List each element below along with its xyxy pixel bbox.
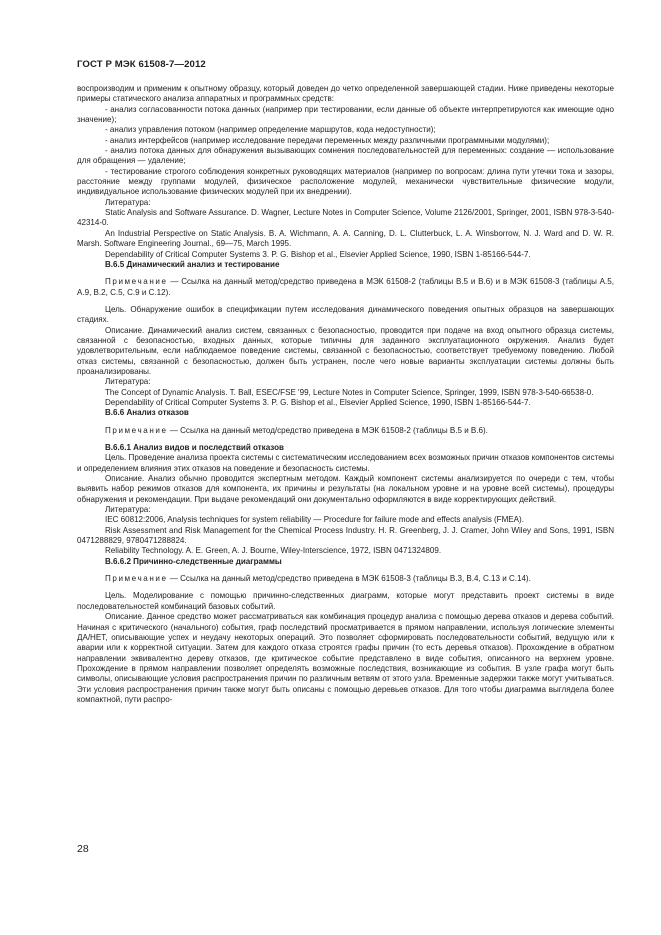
- list-item: - тестирование строгого соблюдения конкретных руководящих материалов (например по вопросам: длина пути утечки тока и зазоры, расстояние между группами модулей, физическое расположение модулей, механически чувствительные физические модули, индивидуальное использование физических модулей при их внедрении).: [77, 166, 614, 197]
- references-label: Литература:: [105, 505, 151, 515]
- list-item: - анализ потока данных для обнаружения вызывающих сомнения последовательностей для переменных: создание — использование для обращения — удаление;: [77, 146, 614, 166]
- references-label: Литература:: [105, 377, 151, 387]
- note-label: Примечание: [105, 425, 168, 435]
- reference: Dependability of Critical Computer Systems 3. P. G. Bishop et al., Elsevier Applied Science, 1990, ISBN 1-85166-544-7.: [105, 397, 531, 407]
- paragraph: Цель. Проведение анализа проекта системы с систематическим исследованием всех возможных причин отказов компонентов системы и определением влияния этих отказов на поведение и безопасность системы.: [77, 453, 614, 473]
- paragraph: Цель. Моделирование с помощью причинно-следственных диаграмм, которые могут представить проект системы в виде последовательностей комбинаций базовых событий.: [77, 591, 614, 611]
- section-heading: В.6.5 Динамический анализ и тестирование: [105, 259, 280, 269]
- reference: The Concept of Dynamic Analysis. T. Ball, ESEC/FSE '99, Lecture Notes in Computer Science, Springer, 1999, ISBN 978-3-540-66538-0.: [105, 387, 594, 397]
- paragraph: Описание. Динамический анализ систем, связанных с безопасностью, проводится при подаче на вход опытного образца системы, связанной с безопасностью, входных данных, которые типичны для заданного эксплуатационного окружения. Анализ будет удовлетворительным, если наблюдаемое поведение системы, связанной с безопасностью, соответствует требуемому поведению. Любой отказ системы, связанной с безопасностью, должен быть устранен, после чего новые варианты эксплуатации системы должны быть проанализированы.: [77, 325, 614, 376]
- note: [77, 426, 614, 436]
- note-label: Примечание: [105, 574, 168, 584]
- section-heading: В.6.6.1 Анализ видов и последствий отказов: [105, 443, 284, 452]
- note-text: Ссылка на данный метод/средство приведена в МЭК 61508-2 (таблицы В.5 и В.6).: [180, 425, 488, 435]
- note: [77, 277, 614, 298]
- reference: Static Analysis and Software Assurance. D. Wagner, Lecture Notes in Computer Science, Volume 2126/2001, Springer, 2001, ISBN 978-3-540-42314-0.: [77, 208, 614, 228]
- document-body: [77, 84, 614, 705]
- note-label: Примечание: [105, 277, 168, 287]
- paragraph: Описание. Данное средство может рассматриваться как комбинация процедур анализа с помощью дерева отказов и дерева событий. Начиная с критического (начального) события, граф последствий просматривается в прямом направлении, используя логические элементы ДА/НЕТ, описывающие успех и неудачу некоторых операций. Это позволяет сформировать последовательности событий, ведущую или к аварии или к корректной ситуации. Затем для каждого отказа строятся графы причин (то есть деревья отказов). Прохождение в обратном направлении эквивалентно дереву отказов, где критическое событие представлено в виде события, описанного на верхнем уровне. Прохождение в прямом направлении позволяет определять возможные последствия, возникающие из события. В узле графа могут быть символы, описывающие условия распространения причин по различным ветвям от этого узла. Временные задержки также могут учитываться. Эти условия распространения причин также могут быть описаны с помощью деревьев отказов. Для того чтобы диаграмма выглядела более компактной, пути распро-: [77, 612, 614, 704]
- note-dash: —: [170, 277, 182, 287]
- reference: Dependability of Critical Computer Systems 3. P. G. Bishop et al., Elsevier Applied Science, 1990, ISBN 1-85166-544-7.: [105, 249, 531, 259]
- references-label: Литература:: [105, 197, 151, 207]
- paragraph: Цель. Обнаружение ошибок в спецификации путем исследования динамического поведения опытных образцов на завершающих стадиях.: [77, 304, 614, 325]
- document-header: ГОСТ Р МЭК 61508-7—2012: [77, 59, 206, 70]
- reference: IEC 60812:2006, Analysis techniques for system reliability — Procedure for failure mode and effects analysis (FMEA).: [105, 515, 524, 525]
- paragraph: воспроизводим и применим к опытному образцу, который доведен до четко определенной завершающей стадии. Ниже приведены некоторые примеры статического анализа аппаратных и программных средств:: [77, 84, 614, 104]
- paragraph: Описание. Анализ обычно проводится экспертным методом. Каждый компонент системы анализируется по очереди с тем, чтобы выявить набор режимов отказов для компонента, их причины и результаты (на локальном уровне и на уровне всей системы), процедуры обнаружения и рекомендации. При выдаче рекомендаций они документально оформляются в виде корректирующих действий.: [77, 474, 614, 504]
- page-number: 28: [77, 843, 89, 855]
- section-heading: В.6.6 Анализ отказов: [105, 408, 189, 418]
- section-heading: В.6.6.2 Причинно-следственные диаграммы: [105, 556, 282, 566]
- reference: An Industrial Perspective on Static Analysis. B. A. Wichmann, A. A. Canning, D. L. Clutterbuck, L. A. Winsborrow, N. J. Ward and D. W. R. Marsh. Software Engineering Journal., 69—75, March 1995.: [77, 228, 614, 249]
- list-item: - анализ управления потоком (например определение маршрутов, кода недоступности);: [105, 125, 436, 135]
- list-item: - анализ согласованности потока данных (например при тестировании, если данные об объекте интерпретируются как имеющие одно значение);: [77, 104, 614, 125]
- note: [77, 574, 614, 584]
- note-text: Ссылка на данный метод/средство приведена в МЭК 61508-2 (таблицы В.5 и В.6) и в МЭК 61508-3 (таблицы А.5, А.9, В.2, С.5, С.9 и С.12).: [77, 277, 614, 297]
- note-dash: —: [169, 574, 181, 584]
- note-dash: —: [169, 425, 181, 435]
- reference: Risk Assessment and Risk Management for the Chemical Process Industry. H. R. Greenberg, J. J. Cramer, John Wiley and Sons, 1991, ISBN 0471288829, 9780471288824.: [77, 525, 614, 546]
- list-item: - анализ интерфейсов (например исследование передачи переменных между различными программными модулями);: [105, 135, 550, 145]
- reference: Reliability Technology. A. E. Green, A. J. Bourne, Wiley-Interscience, 1972, ISBN 0471324809.: [105, 546, 442, 556]
- note-text: Ссылка на данный метод/средство приведена в МЭК 61508-3 (таблицы В.3, В.4, С.13 и С.14).: [180, 574, 531, 584]
